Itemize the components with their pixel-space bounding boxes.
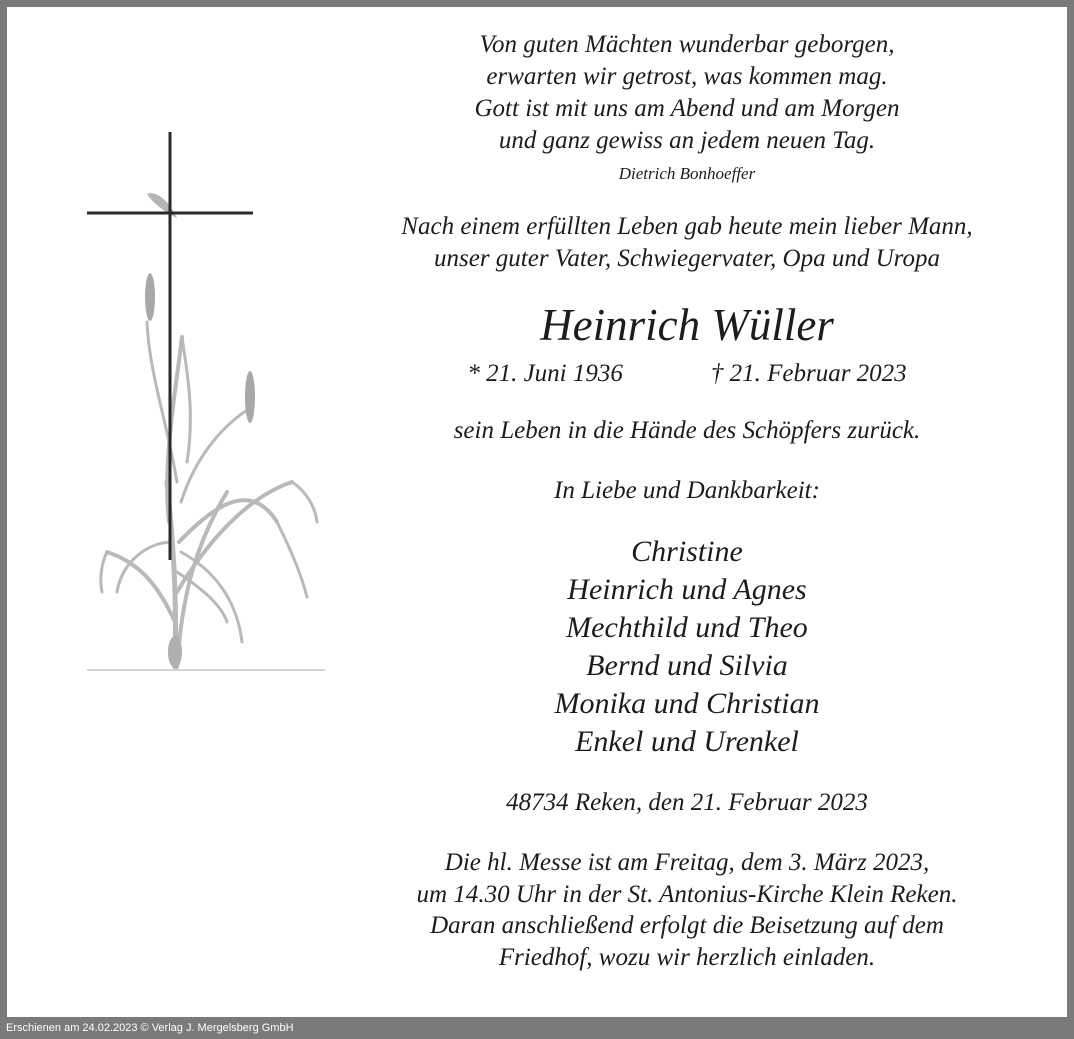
death-date: † 21. Februar 2023 xyxy=(710,360,907,387)
thanks-heading: In Liebe und Dankbarkeit: xyxy=(554,477,820,504)
poem xyxy=(307,29,1067,157)
publication-footer: Erschienen am 24.02.2023 © Verlag J. Mergelsberg GmbH xyxy=(6,1022,294,1034)
poem-author: Dietrich Bonhoeffer xyxy=(618,164,756,183)
poem-line: und ganz gewiss an jedem neuen Tag. xyxy=(498,127,876,154)
intro-text xyxy=(307,211,1067,275)
poem-line: Von guten Mächten wunderbar geborgen, xyxy=(479,31,895,58)
text-column xyxy=(307,7,1067,973)
poem-line: erwarten wir getrost, was kommen mag. xyxy=(486,63,888,90)
mass-line: Daran anschließend erfolgt die Beisetzung auf dem xyxy=(430,912,944,939)
family-list xyxy=(307,533,1067,761)
family-member: Christine xyxy=(631,535,743,568)
family-member: Mechthild und Theo xyxy=(566,611,808,644)
mass-info xyxy=(307,847,1067,973)
mass-line: um 14.30 Uhr in der St. Antonius-Kirche Klein Reken. xyxy=(416,880,958,908)
family-member: Monika und Christian xyxy=(554,687,820,720)
cross-with-reeds-icon xyxy=(77,122,327,672)
obituary-card xyxy=(7,7,1067,1017)
poem-line: Gott ist mit uns am Abend und am Morgen xyxy=(474,95,900,122)
intro-line: Nach einem erfüllten Leben gab heute mein lieber Mann, xyxy=(401,213,973,240)
deceased-name: Heinrich Wüller xyxy=(540,300,834,350)
intro-line: unser guter Vater, Schwiegervater, Opa und Uropa xyxy=(434,245,940,272)
mass-line: Die hl. Messe ist am Freitag, dem 3. März 2023, xyxy=(444,849,930,876)
mass-line: Friedhof, wozu wir herzlich einladen. xyxy=(498,943,876,971)
place-date: 48734 Reken, den 21. Februar 2023 xyxy=(506,789,868,816)
returned-text: sein Leben in die Hände des Schöpfers zurück. xyxy=(453,417,921,444)
family-member: Heinrich und Agnes xyxy=(567,573,807,606)
family-member: Enkel und Urenkel xyxy=(575,725,799,758)
life-dates xyxy=(307,357,1067,391)
birth-date: * 21. Juni 1936 xyxy=(467,360,623,387)
family-member: Bernd und Silvia xyxy=(586,649,788,682)
